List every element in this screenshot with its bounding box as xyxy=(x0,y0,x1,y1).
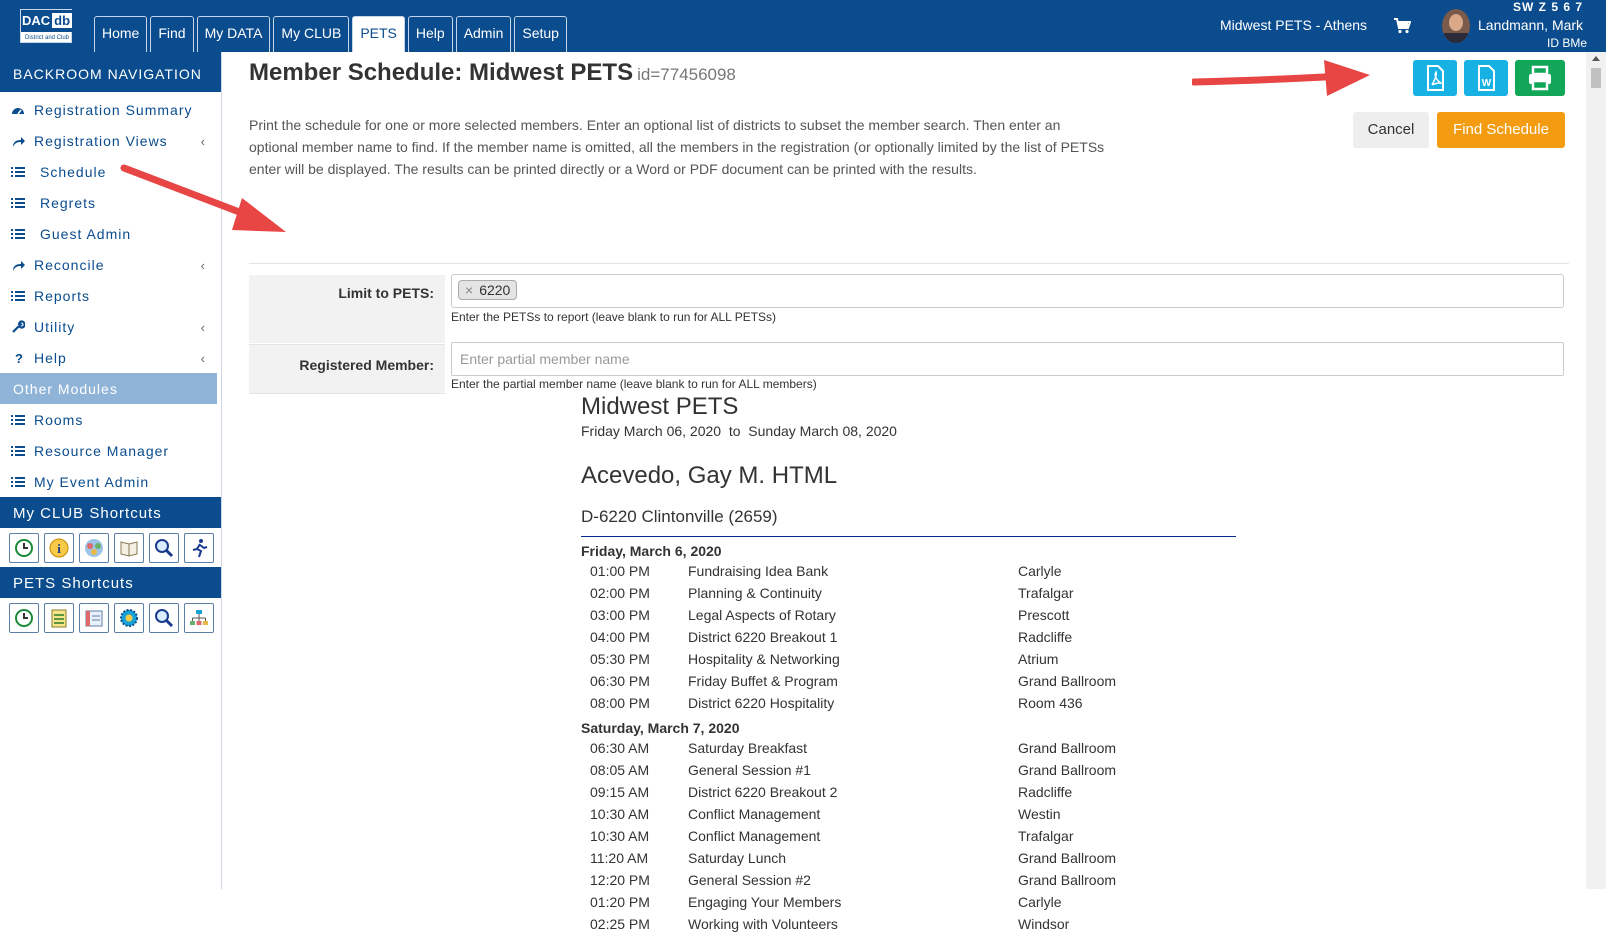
find-schedule-button[interactable]: Find Schedule xyxy=(1437,112,1565,148)
registered-member-label: Registered Member: xyxy=(249,344,445,394)
remove-tag-icon[interactable]: × xyxy=(465,282,474,298)
event-time: 02:00 PM xyxy=(590,585,650,601)
schedule-dates: Friday March 06, 2020 to Sunday March 08, 2020 xyxy=(581,423,897,439)
event-name[interactable]: Midwest PETS - Athens xyxy=(1220,17,1368,33)
refresh-shortcut-icon[interactable] xyxy=(9,603,39,633)
schedule-row xyxy=(581,670,1236,692)
day-heading: Friday, March 6, 2020 xyxy=(581,543,722,559)
dacdb-logo[interactable]: DAC db District and Club database xyxy=(20,9,72,43)
sidebar xyxy=(0,52,222,889)
schedule-row xyxy=(581,648,1236,670)
schedule-row xyxy=(581,869,1236,891)
event-location: Radcliffe xyxy=(1018,784,1073,800)
cancel-button[interactable]: Cancel xyxy=(1353,112,1429,148)
sidebar-item-label: Help xyxy=(34,349,67,366)
event-time: 10:30 AM xyxy=(590,806,650,822)
nav-tab-admin[interactable]: Admin xyxy=(456,16,512,52)
pets-shortcuts-heading: PETS Shortcuts xyxy=(0,567,221,598)
list-icon xyxy=(11,196,25,210)
print-button[interactable] xyxy=(1515,60,1565,96)
event-location: Grand Ballroom xyxy=(1018,850,1117,866)
sidebar-item-guest-admin[interactable] xyxy=(0,218,221,249)
member-name-input[interactable] xyxy=(451,342,1564,376)
day-heading: Saturday, March 7, 2020 xyxy=(581,720,740,736)
event-location: Trafalgar xyxy=(1018,828,1074,844)
main-content xyxy=(249,52,1579,932)
sidebar-item-label: Registration Summary xyxy=(34,101,193,118)
event-location: Grand Ballroom xyxy=(1018,762,1117,778)
sidebar-item-resource-manager[interactable] xyxy=(0,435,221,466)
export-pdf-button[interactable] xyxy=(1413,60,1457,96)
event-name: Working with Volunteers xyxy=(688,916,838,932)
event-location: Carlyle xyxy=(1018,563,1062,579)
schedule-row xyxy=(581,737,1236,759)
limit-pets-label: Limit to PETS: xyxy=(249,275,445,343)
event-location: Trafalgar xyxy=(1018,585,1074,601)
chevron-left-icon[interactable]: ‹ xyxy=(200,351,206,366)
event-time: 01:00 PM xyxy=(590,563,650,579)
event-location: Radcliffe xyxy=(1018,629,1073,645)
limit-pets-help: Enter the PETSs to report (leave blank to run for ALL PETSs) xyxy=(451,310,777,324)
event-name: Planning & Continuity xyxy=(688,585,822,601)
chevron-left-icon[interactable]: ‹ xyxy=(200,258,206,273)
list-icon xyxy=(11,444,25,458)
schedule-row xyxy=(581,891,1236,913)
sidebar-item-help[interactable] xyxy=(0,342,221,373)
list-icon xyxy=(11,165,25,179)
schedule-row xyxy=(581,913,1236,935)
limit-pets-input[interactable] xyxy=(451,274,1564,308)
sidebar-item-label: Resource Manager xyxy=(34,442,170,459)
event-name: General Session #1 xyxy=(688,762,811,778)
schedule-row xyxy=(581,560,1236,582)
sidebar-item-reports[interactable] xyxy=(0,280,221,311)
word-file-icon xyxy=(1464,60,1508,96)
event-time: 08:05 AM xyxy=(590,762,650,778)
event-time: 12:20 PM xyxy=(590,872,650,888)
event-name: Legal Aspects of Rotary xyxy=(688,607,836,623)
club-shortcuts-row xyxy=(0,528,221,567)
list-icon xyxy=(11,289,25,303)
member-name-help: Enter the partial member name (leave blank to run for ALL members) xyxy=(451,377,817,391)
list-icon xyxy=(11,227,25,241)
schedule-title: Midwest PETS xyxy=(581,393,739,420)
event-location: Grand Ballroom xyxy=(1018,740,1117,756)
schedule-rule xyxy=(581,536,1236,537)
event-name: Engaging Your Members xyxy=(688,894,842,910)
nav-tab-setup[interactable]: Setup xyxy=(514,16,567,52)
export-word-button[interactable] xyxy=(1464,60,1508,96)
top-bar xyxy=(0,0,1606,52)
nav-tab-my-data[interactable]: My DATA xyxy=(197,16,271,52)
calendar-shortcut-icon[interactable] xyxy=(79,603,109,633)
event-name: Conflict Management xyxy=(688,806,821,822)
event-name: Saturday Lunch xyxy=(688,850,787,866)
page-title: Member Schedule: Midwest PETS id=77456098 xyxy=(249,59,736,86)
info-shortcut-icon[interactable] xyxy=(44,533,74,563)
svg-text:W: W xyxy=(1481,78,1492,89)
chevron-left-icon[interactable]: ‹ xyxy=(200,134,206,149)
sidebar-item-label: Reconcile xyxy=(34,256,105,273)
org-chart-shortcut-icon[interactable] xyxy=(184,603,214,633)
schedule-days xyxy=(581,543,1236,935)
main-nav xyxy=(94,16,570,52)
sidebar-item-label: Regrets xyxy=(40,194,97,211)
sidebar-item-label: Reports xyxy=(34,287,91,304)
question-icon xyxy=(11,351,25,365)
avatar[interactable] xyxy=(1442,9,1470,43)
sidebar-item-registration-summary[interactable] xyxy=(0,94,221,125)
event-time: 03:00 PM xyxy=(590,607,650,623)
event-time: 11:20 AM xyxy=(590,850,649,866)
event-time: 08:00 PM xyxy=(590,695,650,711)
printer-icon xyxy=(1515,60,1565,96)
list-icon xyxy=(11,413,25,427)
pets-shortcuts-row xyxy=(0,598,221,637)
event-name: Fundraising Idea Bank xyxy=(688,563,829,579)
zone-label: SW Z 5 6 7 xyxy=(1513,0,1584,14)
event-name: Saturday Breakfast xyxy=(688,740,808,756)
list-icon xyxy=(11,475,25,489)
schedule-row xyxy=(581,803,1236,825)
user-id: ID BMe xyxy=(1547,36,1588,50)
other-modules-menu xyxy=(0,404,221,497)
runner-shortcut-icon[interactable] xyxy=(184,533,214,563)
schedule-row xyxy=(581,582,1236,604)
event-location: Windsor xyxy=(1018,916,1070,932)
event-location: Prescott xyxy=(1018,607,1070,623)
nav-tab-help[interactable]: Help xyxy=(408,16,453,52)
sidebar-heading: BACKROOM NAVIGATION xyxy=(0,52,221,92)
page-id: id=77456098 xyxy=(637,65,736,84)
refresh-shortcut-icon[interactable] xyxy=(9,533,39,563)
divider xyxy=(249,263,1569,264)
schedule-row xyxy=(581,847,1236,869)
nav-tab-pets[interactable]: PETS xyxy=(352,16,405,52)
other-modules-heading: Other Modules xyxy=(0,373,217,404)
book-shortcut-icon[interactable] xyxy=(114,533,144,563)
event-location: Carlyle xyxy=(1018,894,1062,910)
event-name: General Session #2 xyxy=(688,872,811,888)
sidebar-item-rooms[interactable] xyxy=(0,404,221,435)
intro-text: Print the schedule for one or more selected members. Enter an optional list of districts to subset the member search. Then enter an optional member name to find. If the member name is omitted, all the members in the registration (or optionally limited by the list of PETSs enter will be displayed. The results can be printed directly or a Word or PDF document can be printed with the results. xyxy=(249,117,1105,177)
schedule-row xyxy=(581,759,1236,781)
sidebar-item-regrets[interactable] xyxy=(0,187,221,218)
schedule-row xyxy=(581,604,1236,626)
event-time: 06:30 AM xyxy=(590,740,650,756)
event-location: Westin xyxy=(1018,806,1061,822)
search-shortcut-icon[interactable] xyxy=(149,533,179,563)
user-name[interactable]: Landmann, Mark xyxy=(1478,17,1584,33)
cart-icon[interactable] xyxy=(1393,18,1411,34)
event-location: Grand Ballroom xyxy=(1018,872,1117,888)
event-name: Friday Buffet & Program xyxy=(688,673,838,689)
nav-tab-find[interactable]: Find xyxy=(150,16,193,52)
sidebar-item-label: My Event Admin xyxy=(34,473,150,490)
pets-tag xyxy=(458,280,517,300)
schedule-row xyxy=(581,692,1236,714)
sidebar-item-label: Utility xyxy=(34,318,76,335)
rotary-wheel-shortcut-icon[interactable] xyxy=(114,603,144,633)
event-time: 01:20 PM xyxy=(590,894,650,910)
scrollbar[interactable] xyxy=(1586,52,1606,889)
event-location: Grand Ballroom xyxy=(1018,673,1117,689)
event-time: 06:30 PM xyxy=(590,673,650,689)
pdf-file-icon xyxy=(1413,60,1457,96)
scroll-thumb[interactable] xyxy=(1591,68,1601,88)
event-time: 10:30 AM xyxy=(590,828,650,844)
sidebar-item-utility[interactable] xyxy=(0,311,221,342)
event-location: Atrium xyxy=(1018,651,1059,667)
schedule-row xyxy=(581,781,1236,803)
sidebar-item-label: Guest Admin xyxy=(40,225,132,242)
event-time: 05:30 PM xyxy=(590,651,650,667)
schedule-club: D-6220 Clintonville (2659) xyxy=(581,507,778,526)
sidebar-item-registration-views[interactable] xyxy=(0,125,221,156)
event-name: District 6220 Hospitality xyxy=(688,695,835,711)
members-shortcut-icon[interactable] xyxy=(79,533,109,563)
event-name: Hospitality & Networking xyxy=(688,651,840,667)
schedule-member: Acevedo, Gay M. HTML xyxy=(581,462,838,489)
scroll-up-icon[interactable] xyxy=(1592,56,1600,61)
event-name: Conflict Management xyxy=(688,828,821,844)
event-name: District 6220 Breakout 2 xyxy=(688,784,838,800)
sidebar-item-schedule[interactable] xyxy=(0,156,221,187)
share-arrow-icon xyxy=(11,258,25,272)
svg-text:?: ? xyxy=(15,350,24,365)
chevron-left-icon[interactable]: ‹ xyxy=(200,320,206,335)
pets-tag-label: 6220 xyxy=(479,282,511,298)
schedule-row xyxy=(581,825,1236,847)
sidebar-item-label: Rooms xyxy=(34,411,84,428)
sidebar-menu xyxy=(0,92,221,373)
nav-tab-my-club[interactable]: My CLUB xyxy=(273,16,349,52)
event-time: 02:25 PM xyxy=(590,916,650,932)
event-time: 04:00 PM xyxy=(590,629,650,645)
nav-tab-home[interactable]: Home xyxy=(94,16,147,52)
schedule-results xyxy=(581,392,1236,935)
event-location: Room 436 xyxy=(1018,695,1083,711)
club-shortcuts-heading: My CLUB Shortcuts xyxy=(0,497,221,528)
sidebar-item-my-event-admin[interactable] xyxy=(0,466,221,497)
svg-text:i: i xyxy=(57,541,61,556)
dashboard-icon xyxy=(11,103,25,117)
event-time: 09:15 AM xyxy=(590,784,650,800)
wrench-icon xyxy=(11,320,25,334)
share-arrow-icon xyxy=(11,134,25,148)
sidebar-item-reconcile[interactable] xyxy=(0,249,221,280)
sidebar-item-label: Registration Views xyxy=(34,132,168,149)
search-shortcut-icon[interactable] xyxy=(149,603,179,633)
event-name: District 6220 Breakout 1 xyxy=(688,629,838,645)
schedule-row xyxy=(581,626,1236,648)
checklist-shortcut-icon[interactable] xyxy=(44,603,74,633)
sidebar-item-label: Schedule xyxy=(40,163,107,180)
